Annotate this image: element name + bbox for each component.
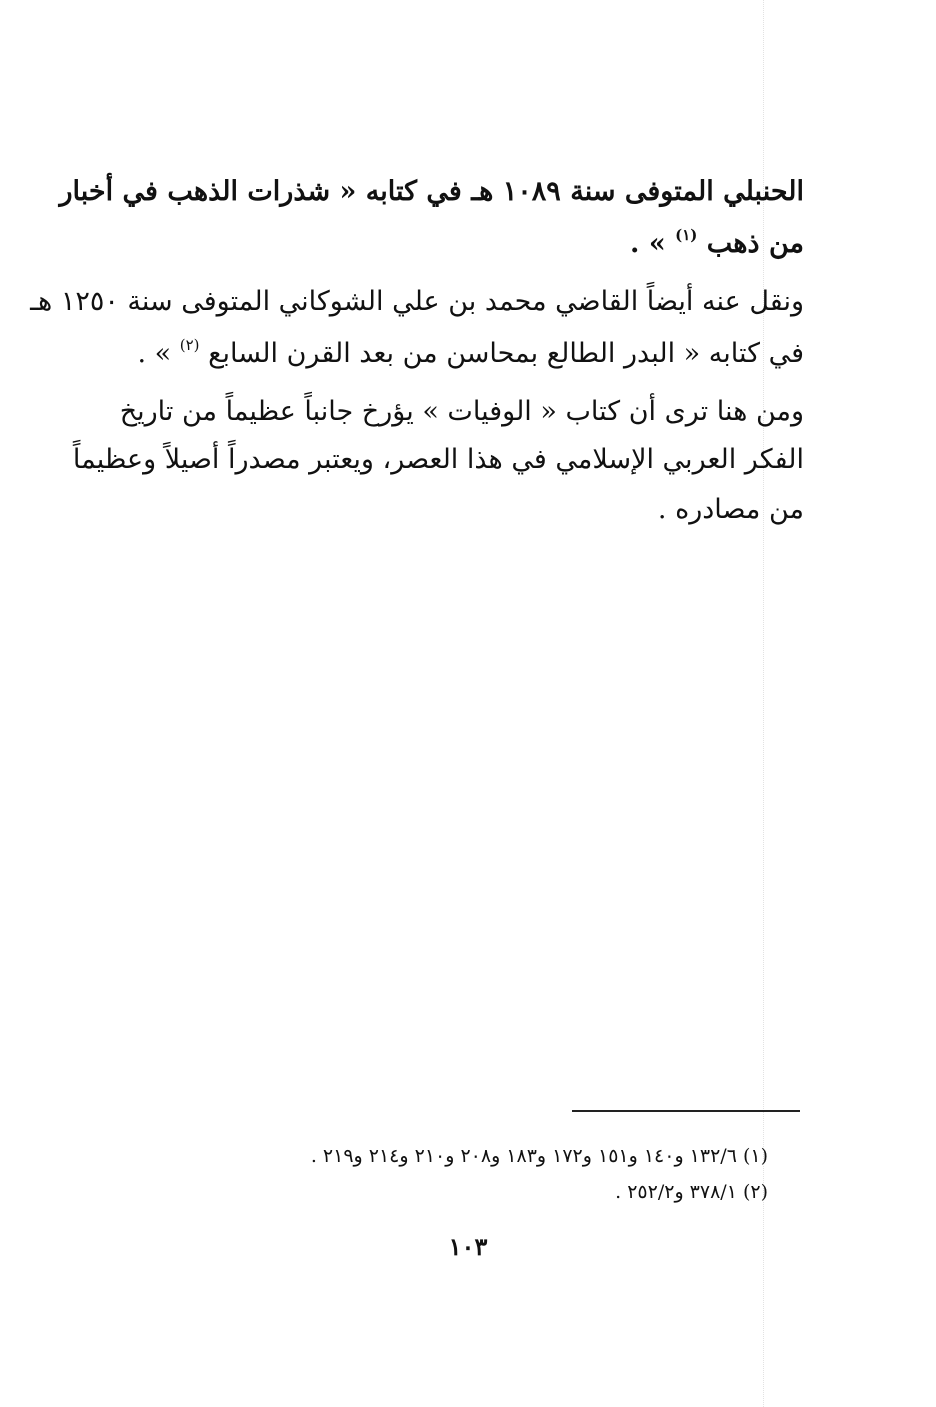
- paragraph-1-line-2: [136, 224, 804, 264]
- footnote-separator: [572, 1110, 800, 1112]
- paragraph-1-line-2-text: من ذهب: [706, 228, 804, 259]
- paragraph-2-tail: » .: [137, 338, 172, 369]
- paragraph-3-line-3: من مصادره .: [657, 494, 804, 525]
- paragraph-1-line-1: الحنبلي المتوفى سنة ١٠٨٩ هـ في كتابه « شذرات الذهب في أخبار: [59, 176, 804, 207]
- paragraph-1-tail: » .: [630, 228, 666, 259]
- paragraph-3-line-1: ومن هنا ترى أن كتاب « الوفيات » يؤرخ جانباً عظيماً من تاريخ: [119, 396, 804, 427]
- page-number: ١٠٣: [448, 1232, 488, 1261]
- footnote-2: (٢) ٣٧٨/١ و٢٥٢/٢ .: [615, 1181, 768, 1203]
- paragraph-3-line-2: الفكر العربي الإسلامي في هذا العصر، ويعتبر مصدراً أصيلاً وعظيماً: [72, 444, 804, 475]
- paragraph-2-line-2: [136, 334, 804, 374]
- footnote-1: (١) ١٣٢/٦ و١٤٠ و١٥١ و١٧٢ و١٨٣ و٢٠٨ و٢١٠ و٢١٤ و٢١٩ .: [310, 1145, 768, 1167]
- paragraph-2-line-2-text: في كتابه « البدر الطالع بمحاسن من بعد القرن السابع: [208, 338, 804, 369]
- paragraph-2-line-1: ونقل عنه أيضاً القاضي محمد بن علي الشوكاني المتوفى سنة ١٢٥٠ هـ: [30, 286, 804, 317]
- footnote-ref-2: (٢): [179, 336, 200, 354]
- footnote-ref-1: (١): [675, 226, 698, 244]
